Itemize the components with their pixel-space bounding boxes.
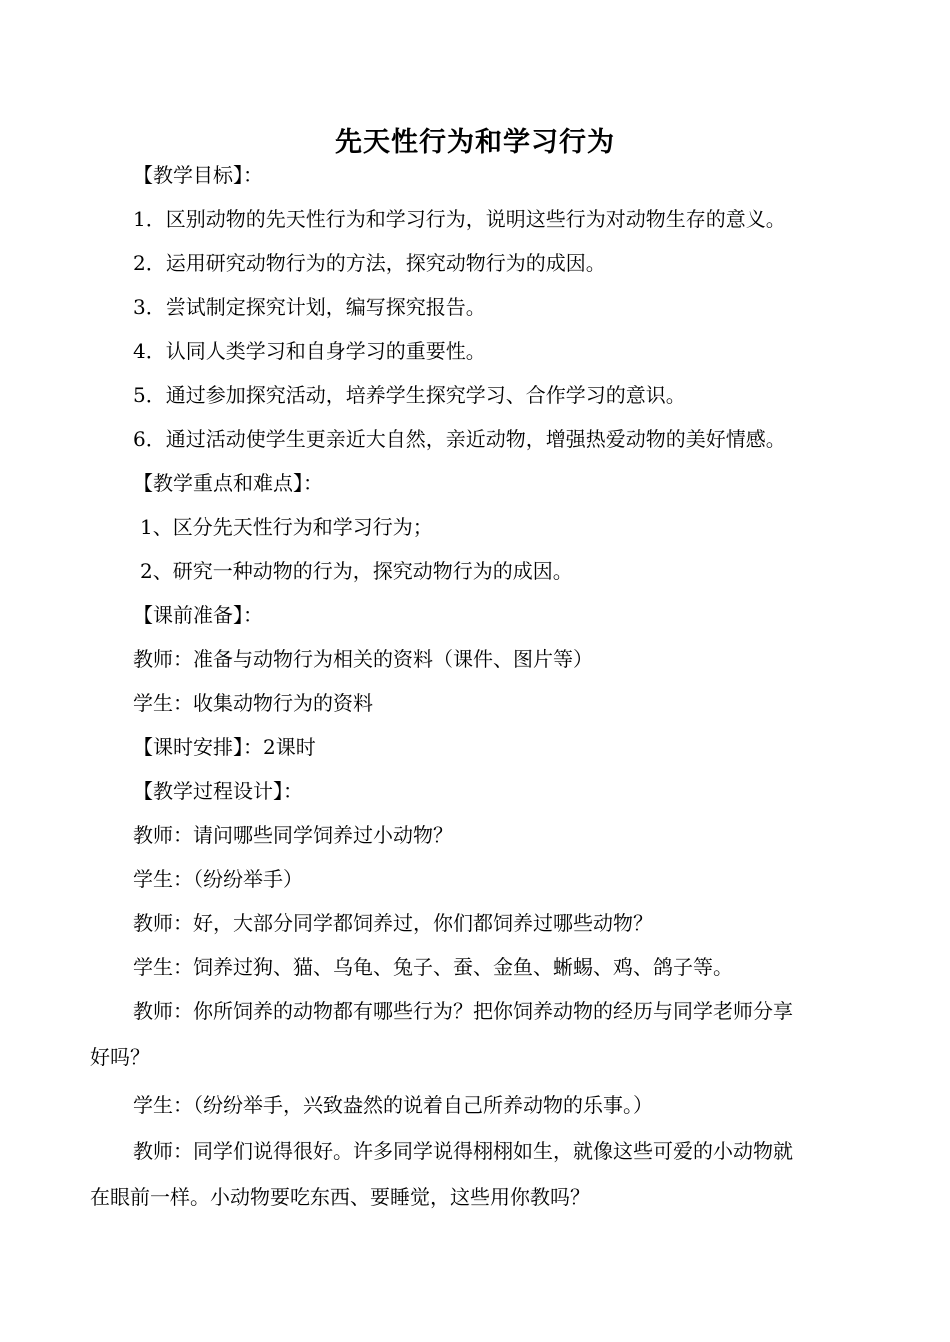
dialogue-line: 教师：同学们说得很好。许多同学说得栩栩如生，就像这些可爱的小动物就 (133, 1139, 793, 1163)
goal-item-5: 5．通过参加探究活动，培养学生探究学习、合作学习的意识。 (133, 383, 686, 407)
heading-schedule: 【课时安排】：2课时 (133, 735, 316, 759)
goal-item-4: 4．认同人类学习和自身学习的重要性。 (133, 339, 486, 363)
heading-process: 【教学过程设计】： (133, 779, 303, 803)
heading-teaching-goals: 【教学目标】： (133, 163, 263, 187)
key-point-2: 2、研究一种动物的行为，探究动物行为的成因。 (140, 559, 573, 583)
dialogue-line: 教师：请问哪些同学饲养过小动物？ (133, 823, 453, 847)
preparation-teacher: 教师：准备与动物行为相关的资料（课件、图片等） (133, 647, 593, 671)
dialogue-line-continued: 在眼前一样。小动物要吃东西、要睡觉，这些用你教吗？ (90, 1185, 590, 1209)
dialogue-line: 教师：你所饲养的动物都有哪些行为？把你饲养动物的经历与同学老师分享 (133, 999, 793, 1023)
heading-preparation: 【课前准备】： (133, 603, 263, 627)
dialogue-line: 学生：饲养过狗、猫、乌龟、兔子、蚕、金鱼、蜥蜴、鸡、鸽子等。 (133, 955, 733, 979)
goal-item-6: 6．通过活动使学生更亲近大自然，亲近动物，增强热爱动物的美好情感。 (133, 427, 786, 451)
dialogue-line: 学生：（纷纷举手） (133, 867, 303, 891)
dialogue-line-continued: 好吗？ (90, 1045, 150, 1069)
goal-item-2: 2．运用研究动物行为的方法，探究动物行为的成因。 (133, 251, 606, 275)
heading-key-points: 【教学重点和难点】： (133, 471, 323, 495)
key-point-1: 1、区分先天性行为和学习行为； (140, 515, 433, 539)
goal-item-1: 1．区别动物的先天性行为和学习行为，说明这些行为对动物生存的意义。 (133, 207, 786, 231)
goal-item-3: 3．尝试制定探究计划，编写探究报告。 (133, 295, 486, 319)
preparation-student: 学生：收集动物行为的资料 (133, 691, 373, 715)
document-title: 先天性行为和学习行为 (335, 127, 615, 158)
dialogue-line: 学生：（纷纷举手，兴致盎然的说着自己所养动物的乐事。） (133, 1093, 653, 1117)
dialogue-line: 教师：好，大部分同学都饲养过，你们都饲养过哪些动物？ (133, 911, 653, 935)
